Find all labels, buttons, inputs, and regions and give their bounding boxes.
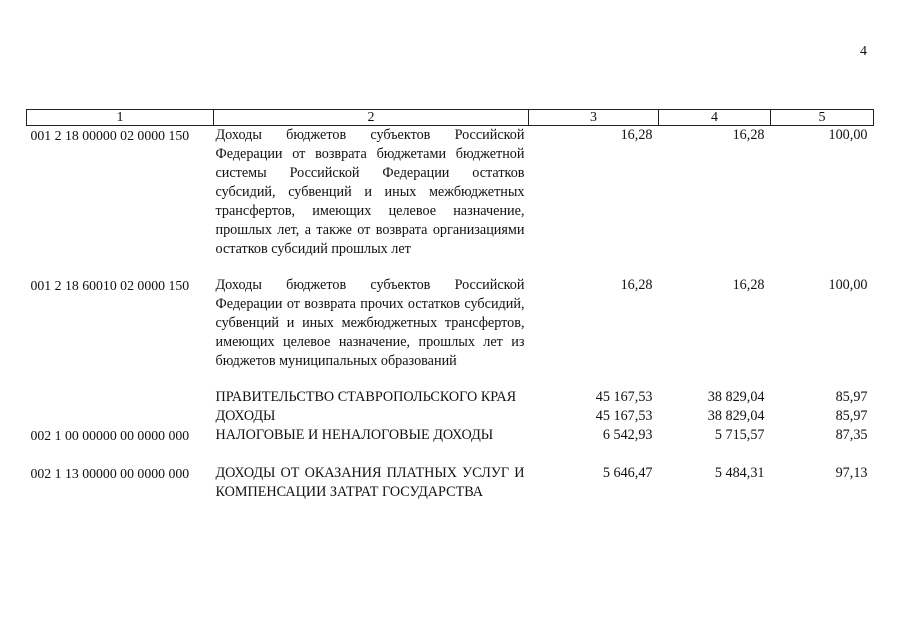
header-col-5: 5 <box>771 110 874 126</box>
header-col-3: 3 <box>529 110 659 126</box>
row-spacer <box>27 445 874 464</box>
value-col-5: 100,00 <box>828 277 868 293</box>
value-col-5: 85,97 <box>835 408 868 424</box>
table-row <box>27 388 874 407</box>
row-description: ДОХОДЫ ОТ ОКАЗАНИЯ ПЛАТНЫХ УСЛУГ И КОМПЕНСАЦИИ ЗАТРАТ ГОСУДАРСТВА <box>215 465 525 500</box>
row-description: Доходы бюджетов субъектов Российской Федерации от возврата прочих остатков субсидий, субвенций и иных межбюджетных трансфертов, имеющих целевое назначение, прошлых лет из бюджетов муниципальных образований <box>215 277 525 369</box>
table-row <box>27 464 874 502</box>
value-col-4: 16,28 <box>732 277 765 293</box>
value-col-3: 45 167,53 <box>595 408 653 424</box>
page-number: 4 <box>860 44 867 59</box>
value-col-3: 16,28 <box>620 127 653 143</box>
table-body <box>27 126 874 503</box>
budget-code: 001 2 18 00000 02 0000 150 <box>30 128 190 143</box>
budget-code <box>27 388 214 407</box>
value-col-3: 5 646,47 <box>602 465 653 481</box>
value-col-3: 45 167,53 <box>595 389 653 405</box>
row-description: ДОХОДЫ <box>215 408 276 424</box>
budget-code: 002 1 13 00000 00 0000 000 <box>30 466 190 481</box>
value-col-4: 38 829,04 <box>707 408 765 424</box>
header-col-1: 1 <box>27 110 214 126</box>
header-col-2: 2 <box>214 110 529 126</box>
table-row <box>27 426 874 445</box>
value-col-5: 87,35 <box>835 427 868 443</box>
header-row <box>27 110 874 126</box>
table-header <box>27 110 874 126</box>
row-description: НАЛОГОВЫЕ И НЕНАЛОГОВЫЕ ДОХОДЫ <box>215 427 494 443</box>
row-spacer <box>27 259 874 276</box>
budget-code: 001 2 18 60010 02 0000 150 <box>30 278 190 293</box>
value-col-4: 5 715,57 <box>714 427 765 443</box>
row-description: ПРАВИТЕЛЬСТВО СТАВРОПОЛЬСКОГО КРАЯ <box>215 389 517 405</box>
table-row <box>27 126 874 260</box>
value-col-3: 6 542,93 <box>602 427 653 443</box>
header-col-4: 4 <box>659 110 771 126</box>
value-col-4: 5 484,31 <box>714 465 765 481</box>
value-col-4: 38 829,04 <box>707 389 765 405</box>
row-description: Доходы бюджетов субъектов Российской Федерации от возврата бюджетами бюджетной системы Российской Федерации остатков субсидий, субвенций и иных межбюджетных трансфертов, имеющих целевое назначение, прошлых лет, а также от возврата организациями остатков субсидий прошлых лет <box>215 127 525 257</box>
budget-code <box>27 407 214 426</box>
value-col-5: 85,97 <box>835 389 868 405</box>
income-table <box>26 109 874 502</box>
value-col-5: 100,00 <box>828 127 868 143</box>
table-row <box>27 407 874 426</box>
row-spacer <box>27 371 874 388</box>
value-col-3: 16,28 <box>620 277 653 293</box>
value-col-4: 16,28 <box>732 127 765 143</box>
budget-code: 002 1 00 00000 00 0000 000 <box>30 428 190 443</box>
value-col-5: 97,13 <box>835 465 868 481</box>
table-row <box>27 276 874 371</box>
